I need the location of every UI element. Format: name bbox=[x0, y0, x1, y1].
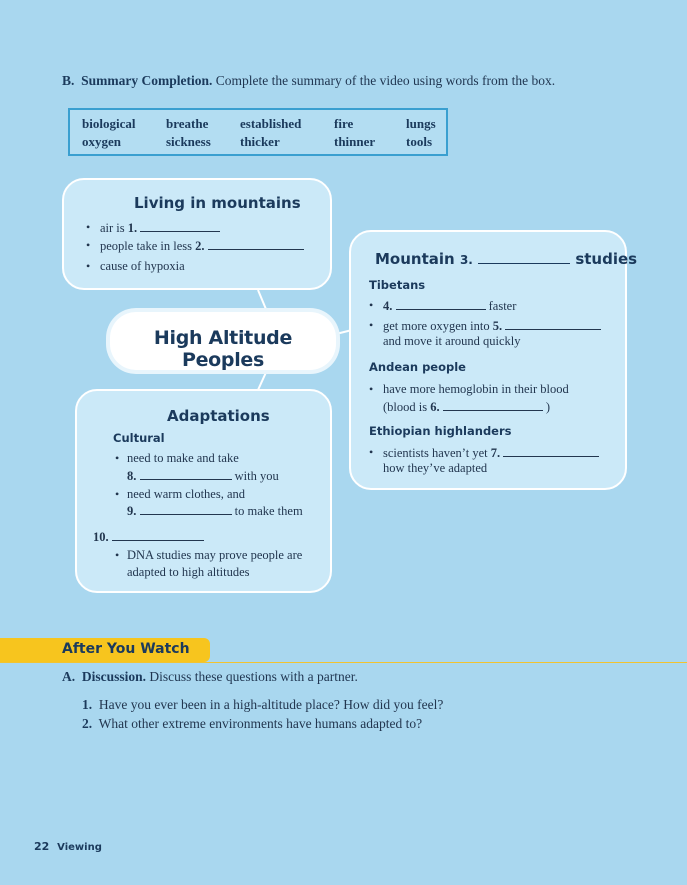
connector-line bbox=[258, 290, 268, 314]
item-10: 10. bbox=[93, 529, 204, 545]
section-a-letter: A. bbox=[62, 669, 76, 684]
word-box-item: established bbox=[240, 116, 302, 131]
adaptations-bubble bbox=[75, 389, 332, 593]
section-b-instruction: Complete the summary of the video using words from the box. bbox=[215, 73, 556, 88]
after-you-watch-banner bbox=[50, 638, 210, 662]
tibetans-item-2-cont: and move it around quickly bbox=[383, 334, 521, 348]
ethiopian-heading: Ethiopian highlanders bbox=[369, 424, 512, 438]
word-box-item: lungs bbox=[406, 116, 436, 131]
bullet: • bbox=[115, 487, 120, 501]
answer-blank-9[interactable] bbox=[140, 503, 232, 515]
cultural-heading: Cultural bbox=[113, 431, 165, 445]
dna-item-cont: adapted to high altitudes bbox=[127, 565, 250, 579]
answer-blank-8[interactable] bbox=[140, 468, 232, 480]
word-box-item: thinner bbox=[334, 134, 376, 149]
banner-left-strip bbox=[0, 638, 50, 662]
cultural-item-1: need to make and take bbox=[127, 451, 239, 465]
living-in-mountains-title: Living in mountains bbox=[134, 194, 301, 212]
word-box-item: oxygen bbox=[82, 134, 121, 149]
answer-blank-2[interactable] bbox=[208, 238, 304, 250]
word-box-item: sickness bbox=[166, 134, 211, 149]
word-box-item: thicker bbox=[240, 134, 280, 149]
center-topic-node bbox=[110, 312, 336, 370]
adaptations-title: Adaptations bbox=[167, 407, 270, 425]
living-item-2: people take in less 2. bbox=[100, 238, 304, 254]
living-item-3: cause of hypoxia bbox=[100, 259, 185, 273]
ethiopian-item-1-cont: how they’ve adapted bbox=[383, 461, 488, 475]
section-name: Viewing bbox=[57, 842, 102, 853]
word-box-item: breathe bbox=[166, 116, 209, 131]
answer-blank-10[interactable] bbox=[112, 529, 204, 541]
connector-line bbox=[258, 368, 268, 390]
section-a-instruction: Discuss these questions with a partner. bbox=[149, 669, 358, 684]
banner-divider bbox=[0, 662, 687, 663]
bullet: • bbox=[86, 220, 91, 234]
answer-blank-4[interactable] bbox=[396, 298, 486, 310]
bullet: • bbox=[369, 298, 374, 312]
living-in-mountains-bubble bbox=[62, 178, 332, 290]
tibetans-item-2: get more oxygen into 5. bbox=[383, 318, 601, 334]
bullet: • bbox=[115, 451, 120, 465]
section-a-instructions bbox=[62, 669, 358, 685]
center-topic-label: High Altitude Peoples bbox=[153, 327, 293, 371]
cultural-item-2: need warm clothes, and bbox=[127, 487, 246, 501]
bullet: • bbox=[86, 238, 91, 252]
answer-blank-3[interactable] bbox=[478, 252, 570, 264]
tibetans-heading: Tibetans bbox=[369, 278, 426, 292]
andean-item-1-cont: (blood is 6. ) bbox=[383, 400, 551, 414]
bullet: • bbox=[86, 259, 91, 273]
ethiopian-item-1: scientists haven’t yet 7. bbox=[383, 445, 599, 461]
cultural-item-2-cont: 9. to make them bbox=[127, 504, 303, 518]
andean-heading: Andean people bbox=[369, 360, 466, 374]
discussion-question: 2. What other extreme environments have humans adapted to? bbox=[82, 716, 423, 731]
word-box-item: biological bbox=[82, 116, 136, 131]
bullet: • bbox=[369, 318, 374, 332]
andean-item-1: have more hemoglobin in their blood bbox=[383, 382, 569, 396]
answer-blank-1[interactable] bbox=[140, 220, 220, 232]
section-b-letter: B. bbox=[62, 73, 75, 88]
bullet: • bbox=[369, 382, 374, 396]
discussion-question: 1. Have you ever been in a high-altitude place? How did you feel? bbox=[82, 697, 444, 712]
page-footer bbox=[34, 840, 102, 853]
bullet: • bbox=[115, 548, 120, 562]
answer-blank-5[interactable] bbox=[505, 318, 601, 330]
bullet: • bbox=[369, 445, 374, 459]
answer-blank-7[interactable] bbox=[503, 445, 599, 457]
mountain-studies-bubble bbox=[349, 230, 638, 490]
section-b-title: Summary Completion. bbox=[81, 73, 213, 88]
tibetans-item-1: 4. faster bbox=[383, 299, 517, 313]
living-item-1: air is 1. bbox=[100, 220, 220, 236]
answer-blank-6[interactable] bbox=[443, 399, 543, 411]
word-box-item: fire bbox=[334, 116, 354, 131]
word-box-item: tools bbox=[406, 134, 432, 149]
dna-item: DNA studies may prove people are bbox=[127, 548, 303, 562]
mountain-studies-title: Mountain 3. studies bbox=[375, 250, 638, 268]
page-number: 22 bbox=[34, 840, 50, 853]
section-a-title: Discussion. bbox=[81, 669, 147, 684]
cultural-item-1-cont: 8. with you bbox=[127, 469, 279, 483]
after-you-watch-label: After You Watch bbox=[62, 641, 190, 657]
